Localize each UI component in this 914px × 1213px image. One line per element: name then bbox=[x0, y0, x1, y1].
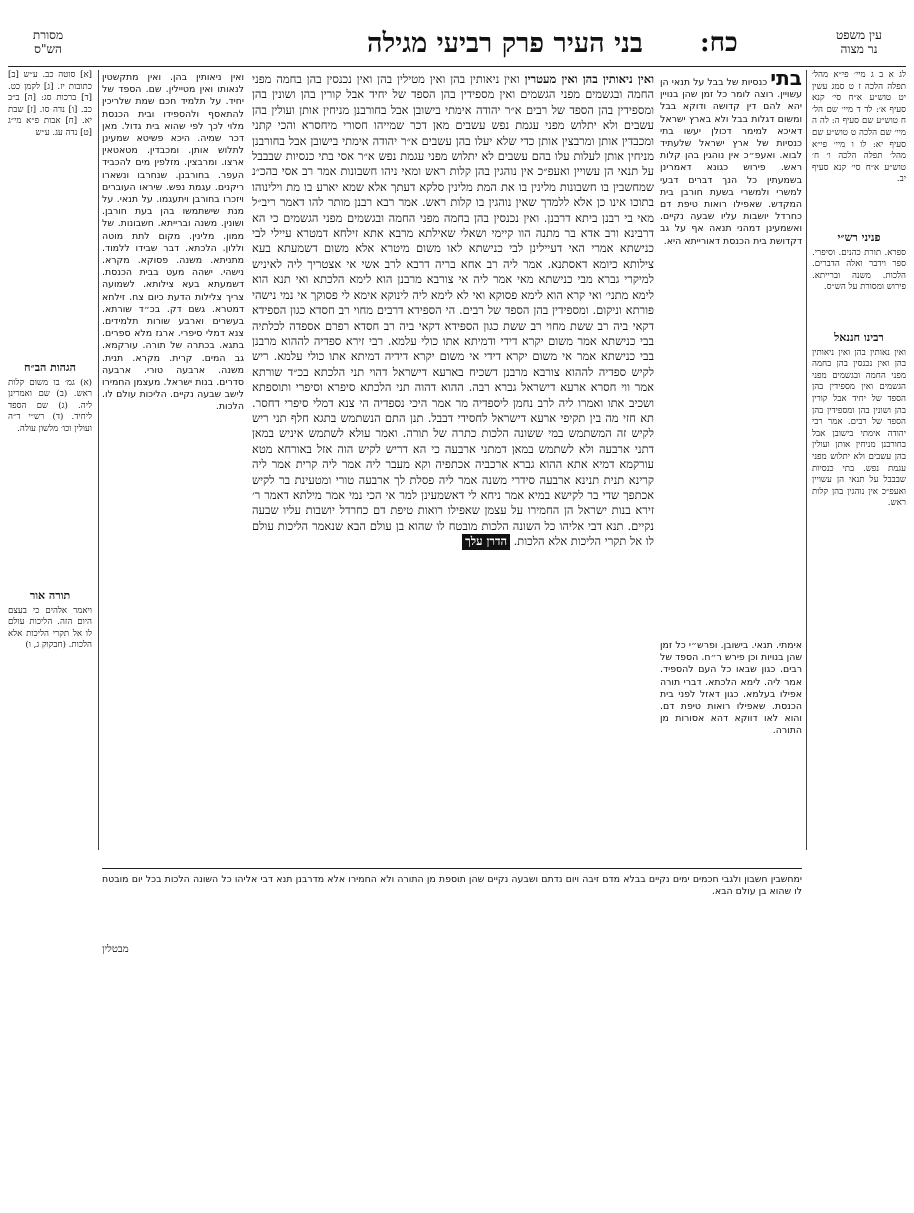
footer-text: ימחשבין חשבון ולגבי חכמים ימים נקיים בבלא מדם זיבה ויום נדתם ושבעה נקיים שהן תוספת מן התורה ולא החמירו אלא מדרבנן תנא דבי אליהו כל השונה הלכות בכל יום מובטח לו שהוא בן עולם הבא. bbox=[102, 874, 802, 898]
beur-column bbox=[812, 226, 906, 316]
separator-left bbox=[98, 70, 99, 850]
rabbenu-chananel-title: רבינו חננאל bbox=[834, 331, 884, 344]
separator-right bbox=[806, 70, 807, 850]
hadran-label: הדרן עלך bbox=[462, 534, 510, 549]
beur-title: פניני רש״י bbox=[837, 231, 881, 244]
torah-or-text: ויאמר אלהים כי בעצם היום הזה. הליכות עולם לו אל תקרי הליכות אלא הלכות. (חבקוק ג, ו) bbox=[8, 605, 92, 651]
beur-text: ספרא. תורת כהנים. וסיפרי. ספר וידבר ואלה הדברים. הלכות. משנה וברייתא. פירוש ומסורת על הש״ס. bbox=[812, 247, 906, 293]
hagahot-text: (א) גמ׳ בו משום קלות ראש. (ב) שם ואמרינן ליה. (ג) שם הספד ליחיד. (ד) רש״י ד״ה ועולין וכו׳ מלשון עולה. bbox=[8, 377, 92, 434]
footer-text-block bbox=[102, 874, 802, 938]
rabbenu-chananel-column bbox=[812, 326, 906, 796]
footer-rule bbox=[102, 868, 802, 869]
hagahot-column bbox=[8, 356, 92, 576]
catchword: מבטלין bbox=[102, 944, 129, 955]
mesoret-heading: מסורת הש"ס bbox=[32, 28, 64, 56]
header-rule bbox=[8, 66, 906, 67]
ein-mishpat-text: לג א ב ג מיי׳ פי״א מהל׳ תפלה הלכה ז ט סמג עשין יט טוש״ע א״ח סי׳ קנא סעיף א׳: לד ד מיי׳ שם הל׳ ח טוש״ע שם סעיף ה: לה ה מיי׳ שם הלכה ט טוש״ע שם סעיף יא: לו ו מיי׳ פי״א מהל׳ תפלה הלכה ו׳ ח׳ טוש״ע א״ח סי׳ קנא סעיף יב. bbox=[812, 70, 906, 185]
gemara-column bbox=[252, 72, 654, 862]
gemara-text: ואין ניאותין בהן ואין מטילין בהן ואין נכנסין בהן בחמה מפני החמה ובגשמים מפני הגשמים ואין מספידין בהן הספד של יחיד אבל קורין בהן ושונין בהן ומספידין בהן הספד של רבים א״ר יהודה אימתי בישובן אבל בחורבנן מניחין אותן ועולין בהן עשבים ולא יתלוש מפני עגמת נפש עשבים מאן דכר שמייהו חסורי מיחסרא והכי קתני ומכבדין אותן ומרבצין אותן כדי שלא יעלו בהן עשבים א״ר יהודה אימתי בישובן אבל בחורבנן מניחין אותן לעלות עלו בהם עשבים לא יתלוש מפני עגמת נפש א״ר אסי בתי כנסיות שבבבל על תנאי הן עשויין ואעפ״כ אין נוהגין בהן קלות ראש ומאי ניהו חשבונות אמר רב אסי בהכ״נ שמחשבין בו חשבונות מלינין בו את המת מלינין סלקא דעתך אלא שמא יארע בו מת וילינוהו בתוכו אינו כן אלא ללמדך שאין נוהגין בו קלות ראש. אמר רבא רבנן מותר להו דאמר ריב״ל מאי בי רבנן ביתא דרבנן. ואין נכנסין בהן בחמה מפני החמה ובגשמים מפני הגשמים כי הא דרבינא ורב אדא בר מתנה הוו קיימי ושאלי שאילתא מרבא אתא זילחא דמטרא עיילי לבי כנישתא אמרי האי דעיילינן לבי כנישתא לאו משום מיטרא אלא משום דשמעתא בעא צילותא כיומא דאסתנא. אמר ליה רב אחא בריה דרבא לרב אשי אי אצטריך ליה לאיניש למיקרי גברא מבי כנישתא מאי אמר ליה אי צורבא מרבנן הוא לימא הלכתא ואי תנא הוא לימא מתני׳ ואי קרא הוא לימא פסוקא ואי לא לימא ליה לינוקא אימא לי פסוקך אי נמי נישהי פורתא וניקום. ומספידין בהן הספד של רבים. הי הספידא דרבים מחוי רב חסדא כגון הספידא דקאי ביה רב ששת מחוי רב ששת כגון הספידא דקאי ביה רב חסדא רפרם אספדה לכלתיה בבי כנישתא אמר משום יקרא דידי ודמיתא אתו כולי עלמא. רבי זירא ספדיה לההוא מרבנן בבי כנישתא אמר אי משום יקרא דידי אי משום יקרא דידיה דמיתא אתו כולי עלמא. ריש לקיש ספדיה לההוא צורבא מרבנן דשכיח בארעא דישראל דהוי תני הלכתא בכ״ד שורתא אמר ווי חסרא ארעא דישראל גברא רבה. ההוא דהוה תני הלכתא סיפרא וסיפרי ותוספתא ושכיב אתו ואמרו ליה לרב נחמן ליספדיה מר אמר היכי נספדיה הי צנא דמלי סיפרי דחסר. תא חזי מה בין תקיפי ארעא דישראל לחסידי דבבל. תנן התם הנשתמש בתגא חלף תני ריש לקיש זה המשתמש במי ששונה הלכות כתרה של תורה. ואמר עולא לשתמש איניש במאן דתני ארבעה ולא לשתמש במאן דמתני ארבעה כי הא דריש לקיש הוה אזל באורחא מטא עורקמא דמיא אתא ההוא גברא ארכביה אכתפיה וקא מעבר ליה אמר ליה קרית אמר ליה קרינא תנית תנינא ארבעה סידרי משנה אמר ליה פסלת לך ארבעה טורי ומטעינת בר לקיש אכתפך שדי בר לקישא במיא אמר ניחא לי דאשמעינן למר אי הכי נמי אמר מילתא דאמר ר׳ זירא בנות ישראל הן החמירו על עצמן שאפילו רואות טיפת דם כחרדל יושבות עליו שבעה נקיים. תנא דבי אליהו כל השונה הלכות מובטח לו שהוא בן עולם הבא שנאמר הליכות עולם לו אל תקרי הליכות אלא הלכות. bbox=[252, 72, 654, 549]
rashi-column bbox=[102, 72, 244, 862]
masoret-column bbox=[8, 70, 92, 350]
daf-number: כח: bbox=[700, 28, 738, 58]
hagahot-title: הגהות הב״ח bbox=[24, 361, 76, 374]
masoret-text: [א] סוטה כב. ע״ש [ב] כתובות יז. [ג] לקמן כט. [ד] ברכות סג: [ה] ב״ב כב. [ו] נדה סו. [ז] שבת יא. [ח] אבות פ״א מי״ג [ט] נדה עג. ע״ש bbox=[8, 70, 92, 138]
gemara-opening: ואין ניאותין בהן ואין מעטרין bbox=[524, 72, 654, 86]
tosafot-text: כנסיות של בבל על תנאי הן עשויין. רוצה לומר כל זמן שהן בנויין יהא להם דין קדושה ודוקא בבל ומשום דגלות בבל ולא בארץ ישראל דאיכא למימר דכולן יעשו בתי כנסיות של ארץ ישראל שלעתיד לבוא. ואעפ״כ אין נוהגין בהן קלות ראש. פירוש כגונא דאמרינן בשמעתין כל הנך דברים דבעי למשרי ולמשרי בשעת חורבן בית המקדש. שאפילו רואות טיפת דם כחרדל יושבות עליו שבעה נקיים. ואשמעינן דמהני תנאה אף על גב דקדושת בית הכנסת דאורייתא היא. bbox=[660, 77, 802, 247]
rashi-text: ואין ניאותין בהן. ואין מתקשטין לנאותו ואין מטיילין. שם. הספד של יחיד. על תלמיד חכם שמת שלריכין להתאסף ולהספידו ובית הכנסת מלוי לכך לפי שהוא בית גדול. מאן דכר שמיה. היכא פשיטא שמעינן לתלוש אותן. ומכבדין. מטאטאין ארצו. ומרבצין. מזלפין מים להכביד העפר. בחורבנן. שנחרבו ונשארו ריקנים. עגמת נפש. שיראו העוברים ויזכרו בחורבן ויתעגמו. על תנאי. על מנת שישתמשו בהן בעת חורבן. ושונין. משנה וברייתא. חשבונות. של ממון. מלינין. מקום לתת מוטה וללון. הלכתא. דבר שבידו ללמוד. מתניתא. משנה. פסוקא. מקרא. נישהי. ישהה מעט בבית הכנסת. דשמעתא בעא צילותא. לשמועה צריך צלילות הדעת כיום צח. זילחא דמטרא. גשם דק. בכ״ד שורתא. בעשרים וארבע שורות תלמידים. צנא דמלי סיפרי. ארגז מלא ספרים. בתגא. בכתרה של תורה. עורקמא. גב המים. קרית. מקרא. תנית. משנה. ארבעה טורי. ארבעה סדרים. בנות ישראל. מעצמן החמירו לישב שבעה נקיים. הליכות עולם לו. הלכות. bbox=[102, 72, 244, 413]
torah-or-column bbox=[8, 584, 92, 784]
tosafot-lower-column bbox=[660, 640, 802, 860]
rabbenu-chananel-text: ואין נאותין בהן ואין ניאותין בהן ואין נכנסין בהן בחמה מפני החמה ובגשמים מפני הגשמים ואין מספידין בהן הספד של יחיד אבל קורין בהן ושונין בהן ומספידין בהן הספד של רבים. אמר רבי יהודה אימתי בישובן אבל בחורבנן מניחין אותן ועולין בהן עשבים ולא יתלוש מפני עגמת נפש. בתי כנסיות שבבבל על תנאי הן עשויין ואעפ״כ אין נוהגין בהן קלות ראש. bbox=[812, 347, 906, 509]
chapter-title: בני העיר פרק רביעי מגילה bbox=[367, 28, 643, 59]
ein-mishpat-heading: עין משפט נר מצוה bbox=[836, 28, 882, 56]
ein-mishpat-column bbox=[812, 70, 906, 220]
tosafot-lower-text: אימתי. תנאי. בישובן. ופרש״י כל זמן שהן בנויות וכן פירש ר״ח. הספד של רבים. כגון שבאו כל העם להספיד. אמר ליה. לימא הלכתא. דברי תורה אפילו בעלמא. כגון דאזל לפני בית הכנסת. שאפילו רואות טיפת דם. והוא לאו דווקא דהא אסורות מן התורה. bbox=[660, 640, 802, 737]
torah-or-title: תורה אור bbox=[29, 589, 71, 602]
tosafot-column bbox=[660, 72, 802, 632]
tosafot-opening-word: בתי bbox=[770, 72, 802, 90]
